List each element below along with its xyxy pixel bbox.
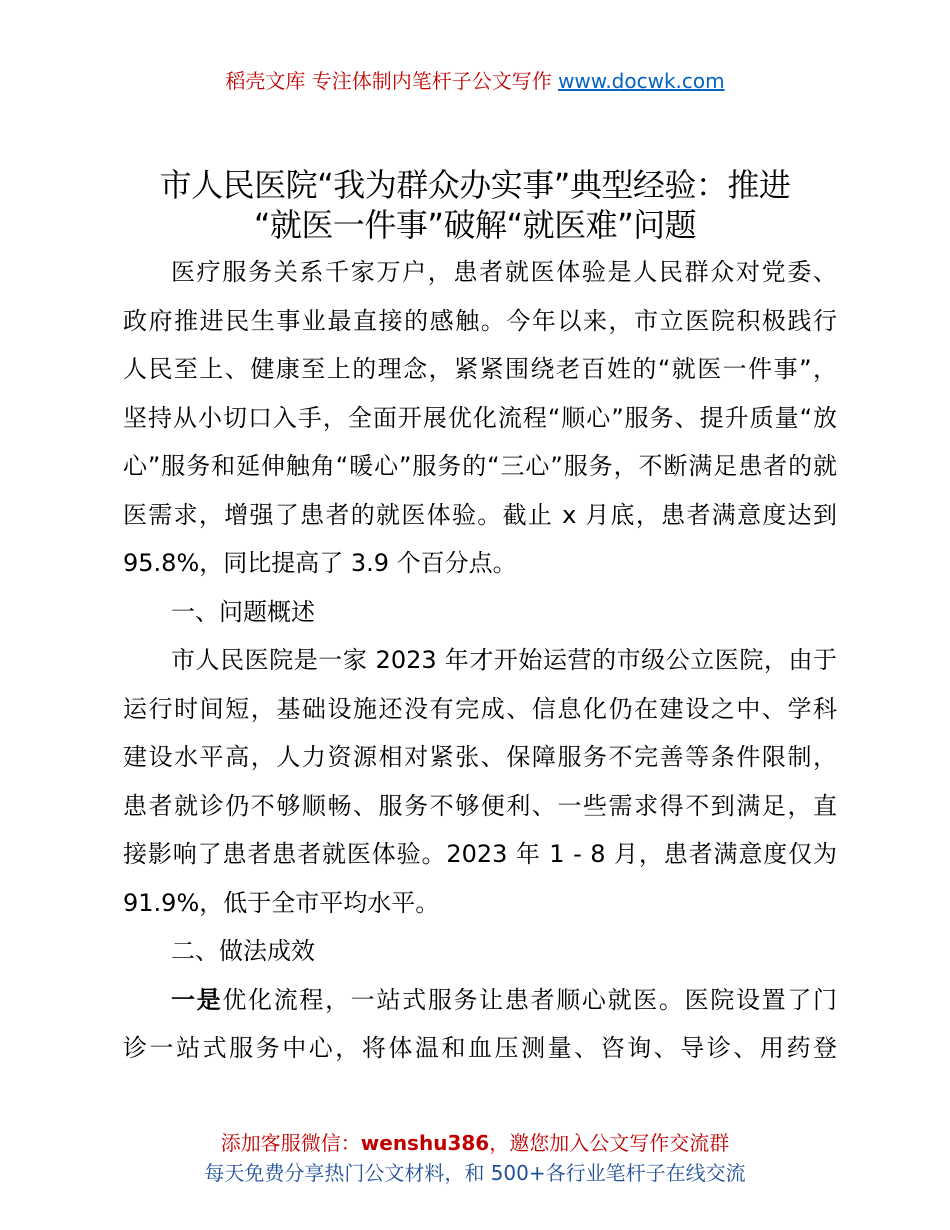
paragraph-line [123, 976, 837, 1025]
paragraph-line: 心”服务和延伸触角“暖心”服务的“三心”服务，不断满足患者的就 [123, 452, 837, 480]
paragraph-line: 患者就诊仍不够顺畅、服务不够便利、一些需求得不到满足，直 [123, 791, 837, 820]
title-line-1: 市人民医院“我为群众办实事”典型经验：推进 [159, 166, 791, 204]
section-heading-2: 二、做法成效 [171, 937, 315, 965]
promo-footer [0, 1128, 950, 1188]
site-link[interactable]: www.docwk.com [558, 69, 725, 93]
section-heading-1: 一、问题概述 [171, 597, 315, 626]
paragraph-line: 医需求，增强了患者的就医体验。截止 x 月底，患者满意度达到 [123, 500, 837, 529]
document-title [110, 165, 840, 245]
title-line-2: “就医一件事”破解“就医难”问题 [253, 206, 697, 244]
footer-line-2: 每天免费分享热门公文材料，和 500+各行业笔杆子在线交流 [204, 1161, 746, 1185]
paragraph-line: 95.8%，同比提高了 3.9 个百分点。 [123, 549, 517, 577]
footer-suffix: ，邀您加入公文写作交流群 [489, 1131, 730, 1155]
paragraph-line: 市人民医院是一家 2023 年才开始运营的市级公立医院，由于 [171, 646, 837, 674]
site-header-text: 稻壳文库 专注体制内笔杆子公文写作 [225, 69, 559, 93]
site-header [0, 66, 950, 96]
lead-label: 一是 [171, 985, 223, 1014]
document-body [123, 248, 837, 1073]
paragraph-line: 诊一站式服务中心，将体温和血压测量、咨询、导诊、用药登 [123, 1034, 837, 1062]
paragraph-line: 91.9%，低于全市平均水平。 [123, 888, 440, 917]
paragraph-line: 运行时间短，基础设施还没有完成、信息化仍在建设之中、学科 [123, 694, 837, 723]
paragraph-line: 政府推进民生事业最直接的感触。今年以来，市立医院积极践行 [123, 306, 837, 335]
lead-text: 优化流程，一站式服务让患者顺心就医。医院设置了门 [222, 985, 838, 1014]
paragraph-line: 坚持从小切口入手，全面开展优化流程“顺心”服务、提升质量“放 [123, 403, 837, 432]
paragraph-line: 建设水平高，人力资源相对紧张、保障服务不完善等条件限制， [123, 743, 837, 771]
footer-line-1 [0, 1128, 950, 1158]
paragraph-line: 接影响了患者患者就医体验。2023 年 1 - 8 月，患者满意度仅为 [123, 840, 837, 868]
wechat-id: wenshu386 [360, 1131, 490, 1155]
paragraph-line: 人民至上、健康至上的理念，紧紧围绕老百姓的“就医一件事”， [123, 355, 837, 383]
footer-prefix: 添加客服微信： [220, 1131, 361, 1155]
paragraph-line: 医疗服务关系千家万户，患者就医体验是人民群众对党委、 [171, 258, 837, 286]
